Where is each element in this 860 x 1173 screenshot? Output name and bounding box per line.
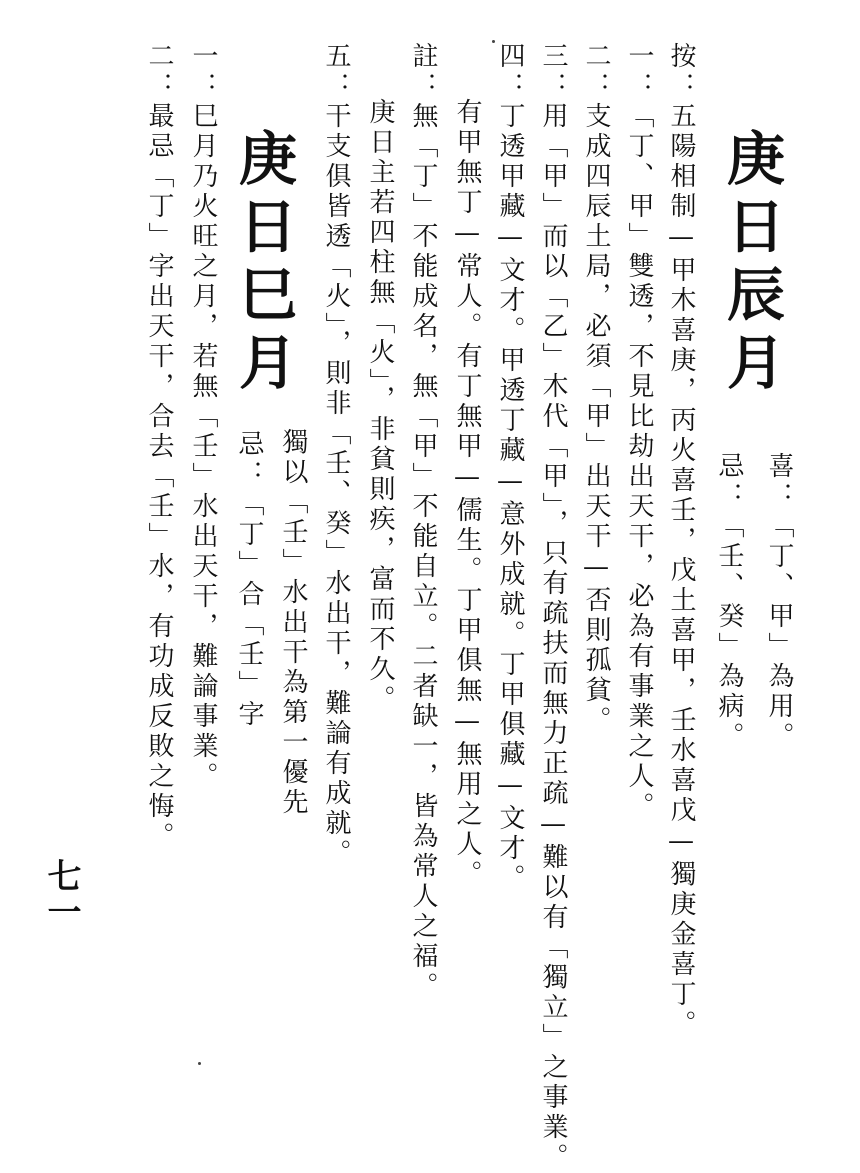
section2-xi-line: 獨以「壬」水出干為第一優先 [278, 428, 308, 818]
scan-speck [198, 1062, 201, 1065]
page-number: 七一 [41, 858, 81, 930]
item-1: 一：「丁、甲」雙透，不見比劫出天干，必為有事業之人。 [624, 42, 654, 822]
section-title-gengri-chenyue: 庚日辰月 [717, 128, 785, 400]
section2-item-2: 二：最忌「丁」字出天干，合去「壬」水，有功成反敗之悔。 [144, 42, 174, 852]
item-2: 二：支成四辰土局，必須「甲」出天干—否則孤貧。 [581, 42, 611, 736]
an-paragraph: 按：五陽相制—甲木喜庚，丙火喜壬，戊土喜甲，壬水喜戊—獨庚金喜丁。 [666, 42, 696, 1040]
section2-ji-line: 忌：「丁」合「壬」字 [234, 430, 264, 730]
section-title-gengri-siyue: 庚日巳月 [229, 128, 297, 400]
note: 註：無「丁」不能成名，無「甲」不能自立。二者缺一，皆為常人之福。 [408, 42, 438, 1002]
item-5: 五：干支俱皆透「火」，則非「壬、癸」水出干，難論有成就。 [321, 42, 351, 869]
xi-line: 喜：「丁、甲」為用。 [764, 452, 794, 752]
item-3: 三：用「甲」而以「乙」木代「甲」，只有疏扶而無力正疏—難以有「獨立」之事業。 [538, 42, 568, 1173]
ji-line: 忌：「壬、癸」為病。 [714, 452, 744, 752]
scan-speck [492, 40, 495, 43]
note-continued: 庚日主若四柱無「火」，非貧則疾，富而不久。 [365, 98, 395, 715]
item-4-continued: 有甲無丁—常人。有丁無甲—儒生。丁甲俱無—無用之人。 [452, 98, 482, 890]
item-4: 四：丁透甲藏—文才。甲透丁藏—意外成就。丁甲俱藏—文才。 [495, 42, 525, 894]
section2-item-1: 一：巳月乃火旺之月，若無「壬」水出天干，難論事業。 [188, 42, 218, 792]
